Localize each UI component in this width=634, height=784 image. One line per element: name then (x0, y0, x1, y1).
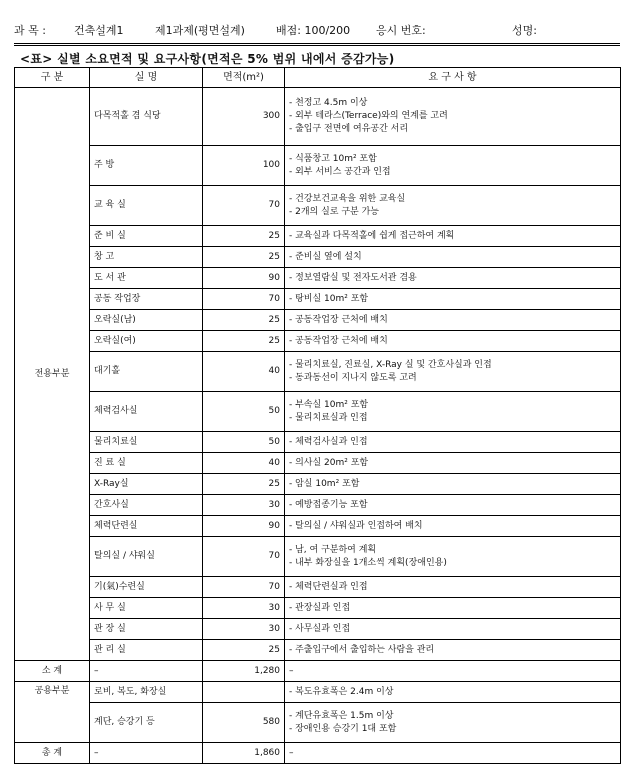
table-row (15, 640, 621, 661)
room-area: 25 (203, 226, 285, 247)
room-area: 40 (203, 352, 285, 392)
requirement-line: - 외부 서비스 공간과 인접 (289, 166, 391, 177)
room-name: 사 무 실 (90, 598, 203, 619)
requirement-line: - 관장실과 인접 (289, 602, 351, 613)
score: 배점: 100/200 (276, 24, 351, 37)
room-area: 40 (203, 453, 285, 474)
room-area: 70 (203, 186, 285, 226)
room-name: 공동 작업장 (90, 289, 203, 310)
room-name: 주 방 (90, 146, 203, 186)
requirement-line: - 탈의실 / 샤워실과 인접하여 배치 (289, 520, 423, 531)
subtotal-row-label: 소 계 (15, 661, 90, 682)
room-name: 오락실(여) (90, 331, 203, 352)
requirements-cell (285, 268, 621, 289)
requirements-cell (285, 186, 621, 226)
total-row (15, 743, 621, 764)
requirements-cell (285, 146, 621, 186)
room-name: 오락실(남) (90, 310, 203, 331)
table-row (15, 474, 621, 495)
room-area: 50 (203, 432, 285, 453)
requirement-line: - 주출입구에서 출입하는 사람을 관리 (289, 644, 435, 655)
requirements-table (14, 67, 621, 764)
requirement-line: - 복도유효폭은 2.4m 이상 (289, 686, 394, 697)
section-label-exclusive: 전용부분 (15, 88, 90, 661)
subject-label: 과 목 : (14, 24, 46, 37)
room-name: 대기홀 (90, 352, 203, 392)
room-area: 580 (203, 703, 285, 743)
requirement-line: - 사무실과 인접 (289, 623, 351, 634)
requirement-line: - 정보열람실 및 전자도서관 겸용 (289, 272, 417, 283)
table-caption: <표> 실별 소요면적 및 요구사항(면적은 5% 범위 내에서 증감가능) (20, 52, 395, 66)
requirement-line: - 준비실 옆에 설치 (289, 251, 362, 262)
requirement-line: - 천정고 4.5m 이상 (289, 98, 368, 108)
table-row (15, 619, 621, 640)
header-divider (14, 43, 620, 44)
requirement-line: - 의사실 20m² 포함 (289, 457, 369, 468)
requirements-cell (285, 577, 621, 598)
total-row-label: 총 계 (15, 743, 90, 764)
requirement-line: - 부속실 10m² 포함 (289, 399, 369, 410)
room-area: 70 (203, 577, 285, 598)
requirements-cell (285, 703, 621, 743)
requirement-line: - 예방접종기능 포함 (289, 499, 368, 510)
room-name: 교 육 실 (90, 186, 203, 226)
room-name: 탈의실 / 샤워실 (90, 537, 203, 577)
table-row (15, 703, 621, 743)
header-area: 면적(m²) (203, 68, 285, 88)
requirement-line: - 출입구 전면에 여유공간 서리 (289, 124, 409, 134)
requirements-cell (285, 88, 621, 146)
table-row (15, 577, 621, 598)
requirement-line: - 외부 테라스(Terrace)와의 연계를 고려 (289, 111, 448, 121)
table-row (15, 537, 621, 577)
requirements-cell (285, 619, 621, 640)
room-name: 도 서 관 (90, 268, 203, 289)
requirement-line: - 탕비실 10m² 포함 (289, 293, 369, 304)
requirements-cell (285, 331, 621, 352)
table-row (15, 392, 621, 432)
requirement-line: - 식품창고 10m² 포함 (289, 153, 377, 164)
room-area: 25 (203, 640, 285, 661)
table-header-row (15, 68, 621, 88)
requirements-cell (285, 682, 621, 703)
header-divider-double (14, 45, 620, 46)
header-room-name: 실 명 (90, 68, 203, 88)
table-row (15, 352, 621, 392)
subject-value: 건축설계1 (74, 24, 124, 37)
table-row (15, 186, 621, 226)
requirements-cell (285, 453, 621, 474)
requirement-line: - 계단유효폭은 1.5m 이상 (289, 710, 394, 721)
subtotal-row-name: – (90, 661, 203, 682)
requirement-line: - 장애인용 승강기 1대 포함 (289, 723, 397, 734)
room-name: 간호사실 (90, 495, 203, 516)
requirements-cell (285, 226, 621, 247)
room-name: 관 장 실 (90, 619, 203, 640)
room-area: 100 (203, 146, 285, 186)
room-name: 다목적홀 겸 식당 (90, 88, 203, 146)
table-row (15, 247, 621, 268)
exam-header (14, 22, 620, 38)
table-row (15, 310, 621, 331)
requirements-cell (285, 598, 621, 619)
requirement-line: - 동과동선이 지나지 않도록 고려 (289, 372, 417, 383)
header-requirements: 요 구 사 항 (285, 68, 621, 88)
requirement-line: - 체력검사실과 인접 (289, 436, 368, 447)
requirement-line: - 건강보건교육을 위한 교육실 (289, 193, 406, 204)
requirement-line: - 체력단련실과 인접 (289, 581, 368, 592)
requirements-cell (285, 474, 621, 495)
table-row (15, 495, 621, 516)
total-row-area: 1,860 (203, 743, 285, 764)
requirement-line: - 내부 화장실을 1개소씩 계획(장애인용) (289, 557, 447, 568)
requirements-cell (285, 495, 621, 516)
table-row (15, 432, 621, 453)
room-area: 90 (203, 268, 285, 289)
requirement-line: - 남, 여 구분하여 계획 (289, 544, 377, 555)
requirements-cell (285, 640, 621, 661)
table-row (15, 88, 621, 146)
room-name: X-Ray실 (90, 474, 203, 495)
requirements-cell (285, 289, 621, 310)
table-row (15, 598, 621, 619)
requirements-cell (285, 247, 621, 268)
requirements-cell (285, 432, 621, 453)
task-title: 제1과제(평면설계) (155, 24, 245, 37)
room-area: 25 (203, 247, 285, 268)
room-name: 관 리 실 (90, 640, 203, 661)
room-area: 50 (203, 392, 285, 432)
room-name: 진 료 실 (90, 453, 203, 474)
room-name: 준 비 실 (90, 226, 203, 247)
room-area: 30 (203, 619, 285, 640)
table-row (15, 146, 621, 186)
requirements-cell (285, 392, 621, 432)
requirement-line: - 공동작업장 근처에 배치 (289, 314, 388, 325)
requirements-cell (285, 516, 621, 537)
room-name: 체력검사실 (90, 392, 203, 432)
header-category: 구 분 (15, 68, 90, 88)
room-name: 체력단련실 (90, 516, 203, 537)
room-name: 기(氣)수련실 (90, 577, 203, 598)
requirement-line: - 암실 10m² 포함 (289, 478, 360, 489)
room-area: 300 (203, 88, 285, 146)
subtotal-row-area: 1,280 (203, 661, 285, 682)
room-name: 창 고 (90, 247, 203, 268)
requirement-line: - 물리치료실과 인접 (289, 412, 368, 423)
table-row (15, 516, 621, 537)
room-name: 계단, 승강기 등 (90, 703, 203, 743)
room-name: 물리치료실 (90, 432, 203, 453)
total-row-name: – (90, 743, 203, 764)
room-name: 로비, 복도, 화장실 (90, 682, 203, 703)
requirement-line: - 교육실과 다목적홀에 쉽게 접근하여 계획 (289, 230, 455, 241)
subtotal-row (15, 661, 621, 682)
room-area: 70 (203, 537, 285, 577)
table-row (15, 268, 621, 289)
requirements-cell (285, 310, 621, 331)
requirements-cell (285, 537, 621, 577)
room-area: 70 (203, 289, 285, 310)
room-area: 90 (203, 516, 285, 537)
section-label-common: 공용부분 (15, 682, 90, 743)
subtotal-row-requirements: – (285, 661, 621, 682)
room-area: 25 (203, 310, 285, 331)
table-row (15, 453, 621, 474)
requirements-cell (285, 352, 621, 392)
exam-number-label: 응시 번호: (376, 24, 426, 37)
room-area: 30 (203, 598, 285, 619)
name-label: 성명: (512, 24, 537, 37)
table-row (15, 226, 621, 247)
table-row (15, 682, 621, 703)
table-body (15, 88, 621, 764)
room-area: 25 (203, 474, 285, 495)
room-area: 25 (203, 331, 285, 352)
requirement-line: - 2개의 실로 구분 가능 (289, 206, 379, 217)
table-row (15, 289, 621, 310)
room-area: 30 (203, 495, 285, 516)
room-area (203, 682, 285, 703)
total-row-requirements: – (285, 743, 621, 764)
requirement-line: - 물리치료실, 진료실, X-Ray 실 및 간호사실과 인접 (289, 359, 492, 370)
table-row (15, 331, 621, 352)
requirement-line: - 공동작업장 근처에 배치 (289, 335, 388, 346)
